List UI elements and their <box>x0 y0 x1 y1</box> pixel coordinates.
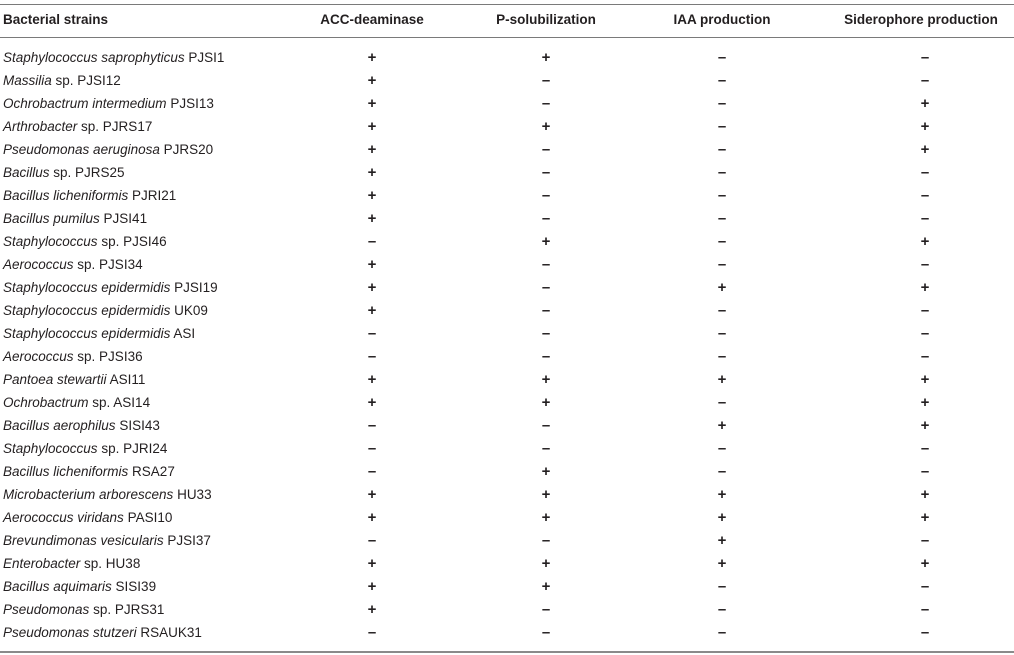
strain-name-cell <box>3 575 156 598</box>
strain-genus: Staphylococcus <box>3 441 98 456</box>
p-solubilization-cell: – <box>541 532 551 549</box>
iaa-production-cell: – <box>717 141 727 158</box>
strain-genus: Staphylococcus epidermidis <box>3 303 171 318</box>
table-row <box>0 345 1014 368</box>
p-solubilization-cell: – <box>541 302 551 319</box>
iaa-production-cell: + <box>717 279 727 296</box>
p-solubilization-cell: + <box>541 233 551 250</box>
table-row <box>0 253 1014 276</box>
header-p-solubilization: P-solubilization <box>496 12 596 27</box>
table-row <box>0 552 1014 575</box>
strain-genus: Bacillus aerophilus <box>3 418 116 433</box>
table-row <box>0 437 1014 460</box>
table-row <box>0 483 1014 506</box>
siderophore-production-cell: – <box>920 256 930 273</box>
strain-genus: Bacillus licheniformis <box>3 188 129 203</box>
strain-id: SISI39 <box>111 579 157 594</box>
strain-name-cell <box>3 483 212 506</box>
p-solubilization-cell: – <box>541 164 551 181</box>
strain-id: HU33 <box>173 487 212 502</box>
strain-name-cell <box>3 161 125 184</box>
siderophore-production-cell: – <box>920 440 930 457</box>
strain-id: sp. PJSI34 <box>73 257 143 272</box>
strain-id: PJSI1 <box>184 50 225 65</box>
siderophore-production-cell: – <box>920 348 930 365</box>
iaa-production-cell: – <box>717 463 727 480</box>
iaa-production-cell: – <box>717 164 727 181</box>
table-row <box>0 46 1014 69</box>
table-bottom-rule <box>0 651 1014 653</box>
table-header-rule <box>0 37 1014 38</box>
strain-genus: Enterobacter <box>3 556 81 571</box>
strain-id: PASI10 <box>123 510 173 525</box>
iaa-production-cell: + <box>717 371 727 388</box>
siderophore-production-cell: – <box>920 325 930 342</box>
acc-deaminase-cell: + <box>367 371 377 388</box>
iaa-production-cell: – <box>717 578 727 595</box>
siderophore-production-cell: + <box>920 555 930 572</box>
header-bacterial-strains: Bacterial strains <box>3 12 109 27</box>
header-siderophore-production: Siderophore production <box>844 12 998 27</box>
acc-deaminase-cell: + <box>367 578 377 595</box>
strain-id: PJRS20 <box>159 142 214 157</box>
strain-id: sp. PJRI24 <box>97 441 168 456</box>
strain-id: UK09 <box>170 303 208 318</box>
strain-genus: Ochrobactrum intermedium <box>3 96 167 111</box>
table-row <box>0 92 1014 115</box>
table-top-rule <box>0 4 1014 5</box>
p-solubilization-cell: – <box>541 440 551 457</box>
siderophore-production-cell: – <box>920 187 930 204</box>
strain-id: ASI11 <box>106 372 146 387</box>
table-row <box>0 207 1014 230</box>
strain-id: sp. PJRS25 <box>49 165 125 180</box>
strain-id: sp. PJSI46 <box>97 234 167 249</box>
siderophore-production-cell: – <box>920 72 930 89</box>
table-row <box>0 460 1014 483</box>
strain-id: PJSI41 <box>99 211 148 226</box>
siderophore-production-cell: + <box>920 118 930 135</box>
acc-deaminase-cell: + <box>367 118 377 135</box>
siderophore-production-cell: – <box>920 578 930 595</box>
iaa-production-cell: – <box>717 72 727 89</box>
strain-genus: Brevundimonas vesicularis <box>3 533 164 548</box>
p-solubilization-cell: + <box>541 371 551 388</box>
strain-genus: Bacillus aquimaris <box>3 579 112 594</box>
acc-deaminase-cell: + <box>367 394 377 411</box>
strain-genus: Staphylococcus epidermidis <box>3 326 171 341</box>
iaa-production-cell: – <box>717 394 727 411</box>
siderophore-production-cell: + <box>920 233 930 250</box>
iaa-production-cell: – <box>717 624 727 641</box>
acc-deaminase-cell: – <box>367 532 377 549</box>
p-solubilization-cell: – <box>541 417 551 434</box>
table-row <box>0 138 1014 161</box>
iaa-production-cell: – <box>717 210 727 227</box>
iaa-production-cell: – <box>717 95 727 112</box>
table-row <box>0 575 1014 598</box>
strain-id: RSAUK31 <box>136 625 202 640</box>
table-row <box>0 414 1014 437</box>
acc-deaminase-cell: – <box>367 325 377 342</box>
strain-name-cell <box>3 299 208 322</box>
strain-id: sp. HU38 <box>80 556 141 571</box>
strain-name-cell <box>3 345 143 368</box>
acc-deaminase-cell: – <box>367 233 377 250</box>
acc-deaminase-cell: – <box>367 440 377 457</box>
table-row <box>0 322 1014 345</box>
strain-genus: Ochrobactrum <box>3 395 89 410</box>
acc-deaminase-cell: + <box>367 256 377 273</box>
table-row <box>0 161 1014 184</box>
iaa-production-cell: – <box>717 233 727 250</box>
strain-name-cell <box>3 598 164 621</box>
strain-id: PJSI13 <box>166 96 214 111</box>
strain-id: sp. ASI14 <box>88 395 151 410</box>
acc-deaminase-cell: – <box>367 348 377 365</box>
p-solubilization-cell: – <box>541 141 551 158</box>
p-solubilization-cell: – <box>541 256 551 273</box>
strain-name-cell <box>3 184 176 207</box>
siderophore-production-cell: – <box>920 302 930 319</box>
table-row <box>0 368 1014 391</box>
siderophore-production-cell: + <box>920 279 930 296</box>
iaa-production-cell: – <box>717 49 727 66</box>
strain-genus: Bacillus pumilus <box>3 211 100 226</box>
header-iaa-production: IAA production <box>673 12 771 27</box>
iaa-production-cell: – <box>717 440 727 457</box>
p-solubilization-cell: + <box>541 555 551 572</box>
strain-name-cell <box>3 92 214 115</box>
strain-name-cell <box>3 69 121 92</box>
strain-name-cell <box>3 253 143 276</box>
p-solubilization-cell: – <box>541 210 551 227</box>
acc-deaminase-cell: + <box>367 210 377 227</box>
strain-genus: Aerococcus <box>3 257 74 272</box>
acc-deaminase-cell: – <box>367 624 377 641</box>
strain-name-cell <box>3 276 218 299</box>
acc-deaminase-cell: + <box>367 509 377 526</box>
acc-deaminase-cell: – <box>367 417 377 434</box>
strain-name-cell <box>3 391 150 414</box>
strain-genus: Pseudomonas <box>3 602 90 617</box>
strain-name-cell <box>3 529 211 552</box>
table-row <box>0 529 1014 552</box>
p-solubilization-cell: – <box>541 95 551 112</box>
acc-deaminase-cell: + <box>367 601 377 618</box>
table-row <box>0 276 1014 299</box>
p-solubilization-cell: + <box>541 463 551 480</box>
acc-deaminase-cell: + <box>367 302 377 319</box>
strain-genus: Pseudomonas aeruginosa <box>3 142 160 157</box>
siderophore-production-cell: – <box>920 601 930 618</box>
siderophore-production-cell: – <box>920 624 930 641</box>
strain-genus: Pseudomonas stutzeri <box>3 625 137 640</box>
p-solubilization-cell: + <box>541 118 551 135</box>
iaa-production-cell: + <box>717 417 727 434</box>
acc-deaminase-cell: + <box>367 141 377 158</box>
table-row <box>0 299 1014 322</box>
strain-id: sp. PJRS31 <box>89 602 165 617</box>
strain-genus: Bacillus <box>3 165 50 180</box>
iaa-production-cell: – <box>717 325 727 342</box>
strain-name-cell <box>3 368 145 391</box>
strain-id: ASI <box>170 326 196 341</box>
table-row <box>0 69 1014 92</box>
strain-name-cell <box>3 621 202 644</box>
acc-deaminase-cell: + <box>367 187 377 204</box>
iaa-production-cell: + <box>717 486 727 503</box>
siderophore-production-cell: + <box>920 509 930 526</box>
acc-deaminase-cell: + <box>367 164 377 181</box>
siderophore-production-cell: – <box>920 532 930 549</box>
strain-id: SISI43 <box>115 418 160 433</box>
iaa-production-cell: – <box>717 256 727 273</box>
table-row <box>0 598 1014 621</box>
strain-name-cell <box>3 207 147 230</box>
strain-name-cell <box>3 115 152 138</box>
iaa-production-cell: – <box>717 348 727 365</box>
acc-deaminase-cell: + <box>367 95 377 112</box>
siderophore-production-cell: + <box>920 141 930 158</box>
strain-genus: Pantoea stewartii <box>3 372 107 387</box>
strain-id: sp. PJSI12 <box>51 73 121 88</box>
p-solubilization-cell: – <box>541 325 551 342</box>
p-solubilization-cell: + <box>541 486 551 503</box>
siderophore-production-cell: + <box>920 417 930 434</box>
siderophore-production-cell: – <box>920 463 930 480</box>
p-solubilization-cell: – <box>541 624 551 641</box>
table-row <box>0 115 1014 138</box>
p-solubilization-cell: + <box>541 49 551 66</box>
p-solubilization-cell: – <box>541 187 551 204</box>
iaa-production-cell: – <box>717 187 727 204</box>
strain-genus: Aerococcus viridans <box>3 510 124 525</box>
strain-name-cell <box>3 138 213 161</box>
strain-name-cell <box>3 322 195 345</box>
strain-genus: Staphylococcus <box>3 234 98 249</box>
iaa-production-cell: – <box>717 601 727 618</box>
iaa-production-cell: + <box>717 509 727 526</box>
p-solubilization-cell: – <box>541 601 551 618</box>
siderophore-production-cell: + <box>920 95 930 112</box>
strain-genus: Staphylococcus saprophyticus <box>3 50 185 65</box>
acc-deaminase-cell: – <box>367 463 377 480</box>
siderophore-production-cell: – <box>920 49 930 66</box>
strain-name-cell <box>3 230 167 253</box>
p-solubilization-cell: – <box>541 279 551 296</box>
strain-name-cell <box>3 437 167 460</box>
table-header-row <box>0 10 1014 30</box>
strain-name-cell <box>3 506 172 529</box>
acc-deaminase-cell: + <box>367 279 377 296</box>
strain-genus: Aerococcus <box>3 349 74 364</box>
strain-genus: Bacillus licheniformis <box>3 464 129 479</box>
acc-deaminase-cell: + <box>367 555 377 572</box>
strain-id: PJSI19 <box>170 280 218 295</box>
table-row <box>0 230 1014 253</box>
p-solubilization-cell: + <box>541 509 551 526</box>
p-solubilization-cell: – <box>541 348 551 365</box>
iaa-production-cell: + <box>717 532 727 549</box>
strain-genus: Microbacterium arborescens <box>3 487 174 502</box>
header-acc-deaminase: ACC-deaminase <box>320 12 424 27</box>
acc-deaminase-cell: + <box>367 486 377 503</box>
iaa-production-cell: – <box>717 302 727 319</box>
strain-id: sp. PJRS17 <box>77 119 153 134</box>
table-row <box>0 621 1014 644</box>
strain-name-cell <box>3 552 140 575</box>
table-row <box>0 391 1014 414</box>
strain-id: sp. PJSI36 <box>73 349 143 364</box>
table-row <box>0 184 1014 207</box>
strain-id: RSA27 <box>128 464 175 479</box>
acc-deaminase-cell: + <box>367 49 377 66</box>
table-row <box>0 506 1014 529</box>
siderophore-production-cell: – <box>920 164 930 181</box>
strain-name-cell <box>3 460 175 483</box>
iaa-production-cell: – <box>717 118 727 135</box>
siderophore-production-cell: + <box>920 371 930 388</box>
strain-id: PJSI37 <box>163 533 211 548</box>
siderophore-production-cell: – <box>920 210 930 227</box>
p-solubilization-cell: + <box>541 578 551 595</box>
p-solubilization-cell: + <box>541 394 551 411</box>
strain-genus: Massilia <box>3 73 52 88</box>
p-solubilization-cell: – <box>541 72 551 89</box>
siderophore-production-cell: + <box>920 486 930 503</box>
acc-deaminase-cell: + <box>367 72 377 89</box>
strain-name-cell <box>3 414 160 437</box>
strain-name-cell <box>3 46 224 69</box>
strain-genus: Staphylococcus epidermidis <box>3 280 171 295</box>
iaa-production-cell: + <box>717 555 727 572</box>
strain-id: PJRI21 <box>128 188 177 203</box>
siderophore-production-cell: + <box>920 394 930 411</box>
strain-genus: Arthrobacter <box>3 119 78 134</box>
